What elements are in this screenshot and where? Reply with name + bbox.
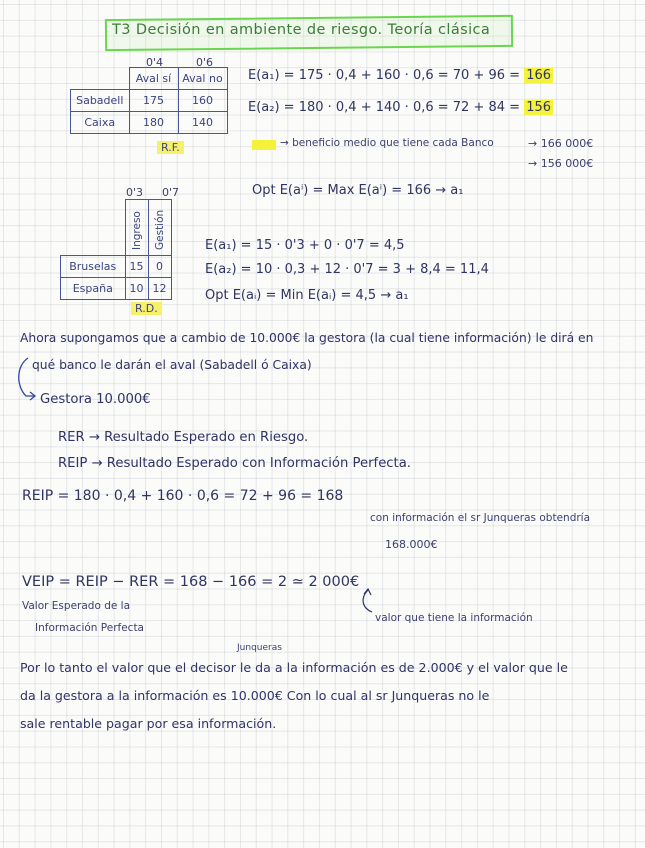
equation-text: E(a₁) = 175 · 0,4 + 160 · 0,6 = 70 + 96 = [248,68,521,83]
table-rd [60,199,172,300]
table-cell: 0 [148,256,171,278]
prob-label-1: 0'4 [146,56,164,69]
equation-text: E(a₂) = 180 · 0,4 + 140 · 0,6 = 72 + 84 = [248,100,521,115]
reip-definition: REIP → Resultado Esperado con Información Perfecta. [58,456,411,471]
paragraph-line: Ahora supongamos que a cambio de 10.000€ la gestora (la cual tiene información) le dirá en [20,331,594,345]
highlight-swatch [252,140,276,150]
col-header [148,200,171,256]
paragraph-line: sale rentable pagar por esa información. [20,716,277,731]
veip-equation: VEIP = REIP − RER = 168 − 166 = 2 ≃ 2 000€ [22,574,360,590]
col-header-text: Ingreso [130,211,143,250]
col-header: Aval sí [129,68,178,90]
caption-rf: R.F. [157,141,184,154]
veip-definition: Información Perfecta [35,622,144,634]
col-header-text: Gestión [153,209,166,250]
reip-note: con información el sr Junqueras obtendría [370,512,591,524]
equation-ea2 [248,100,553,115]
row-label: Bruselas [61,256,126,278]
reip-note-value: 168.000€ [385,538,438,551]
paragraph-line: da la gestora a la información es 10.000€ Con lo cual al sr Junqueras no le [20,688,490,703]
veip-definition: Valor Esperado de la [22,600,131,612]
table-cell: 180 [129,112,178,134]
annotation-junqueras: Junqueras [237,643,282,653]
page-title: T3 Decisión en ambiente de riesgo. Teoría clásica [112,22,491,38]
table-cell: 175 [129,90,178,112]
table-cell: 10 [125,278,148,300]
paragraph-line: qué banco le darán el aval (Sabadell ó Caixa) [32,358,312,372]
benefit-value-1: → 166 000€ [528,137,594,150]
rer-definition: RER → Resultado Esperado en Riesgo. [58,430,309,445]
benefit-value-2: → 156 000€ [528,157,594,170]
col-header [125,200,148,256]
table-rf [70,67,228,134]
row-label: Caixa [71,112,130,134]
curved-arrow-icon [358,588,378,618]
bracket-arrow-icon [12,356,42,406]
reip-equation: REIP = 180 · 0,4 + 160 · 0,6 = 72 + 96 = 168 [22,488,344,504]
row-label: Sabadell [71,90,130,112]
prob-label-2: 0'7 [162,186,180,199]
gestora-cost: Gestora 10.000€ [40,392,151,407]
veip-note: valor que tiene la información [375,612,533,624]
table-cell: 15 [125,256,148,278]
paragraph-line: Por lo tanto el valor que el decisor le da a la información es de 2.000€ y el valor que le [20,660,568,675]
table-cell: 140 [178,112,227,134]
col-header: Aval no [178,68,227,90]
opt-equation-2: Opt E(aᵢ) = Min E(aᵢ) = 4,5 → a₁ [205,288,409,303]
prob-label-1: 0'3 [126,186,144,199]
highlight-result: 166 [526,68,552,83]
equation-ea1 [248,68,553,83]
opt-equation-1: Opt E(aⁱ) = Max E(aⁱ) = 166 → a₁ [252,183,464,198]
equation-ea1-rd: E(a₁) = 15 · 0'3 + 0 · 0'7 = 4,5 [205,238,405,253]
highlight-result: 156 [526,100,552,115]
empty-cell [71,68,130,90]
caption-rd: R.D. [131,302,162,315]
empty-cell [61,200,126,256]
equation-ea2-rd: E(a₂) = 10 · 0,3 + 12 · 0'7 = 3 + 8,4 = 11,4 [205,262,489,277]
table-cell: 160 [178,90,227,112]
table-cell: 12 [148,278,171,300]
row-label: España [61,278,126,300]
prob-label-2: 0'6 [196,56,214,69]
benefit-note: → beneficio medio que tiene cada Banco [280,137,494,149]
